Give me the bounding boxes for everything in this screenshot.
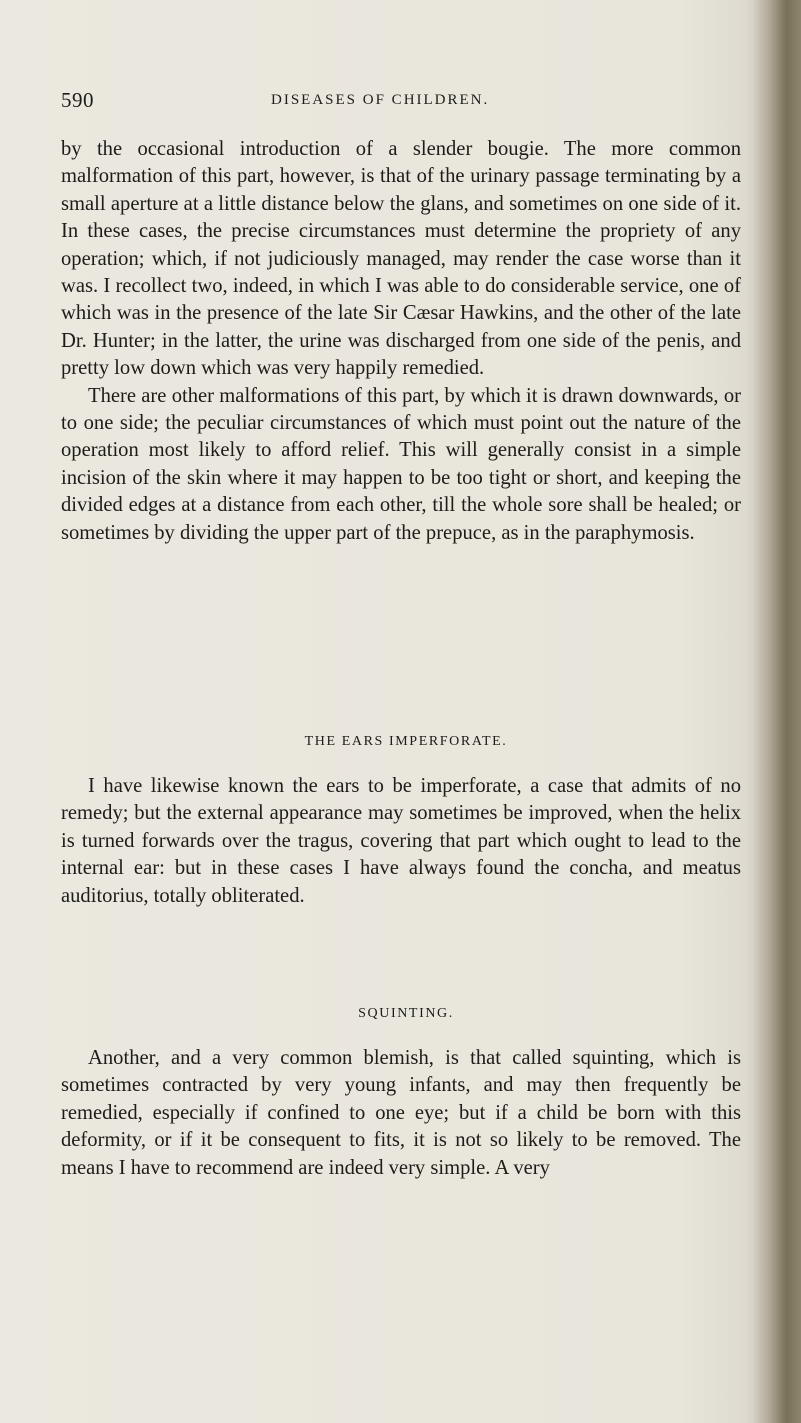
section-heading-ears: THE EARS IMPERFORATE. — [304, 734, 508, 749]
running-head: DISEASES OF CHILDREN. — [271, 92, 490, 108]
ears-text — [61, 773, 741, 910]
paragraph: Another, and a very common blemish, is that called squinting, which is sometimes contracted by very young infants, and may then frequently be remedied, especially if confined to one eye; but if a child be born with this deformity, or if it be consequent to fits, it is not so likely to be removed. The means I have to recommend are indeed very simple. A very — [61, 1047, 741, 1179]
paragraph: by the occasional introduction of a slender bougie. The more common malformation of this part, however, is that of the urinary passage terminating by a small aperture at a little distance below the glans, and sometimes on one side of it. In these cases, the precise circumstances must determine the propriety of any operation; which, if not judiciously managed, may render the case worse than it was. I recollect two, indeed, in which I was able to do considerable service, one of which was in the presence of the late Sir Cæsar Hawkins, and the other of the late Dr. Hunter; in the latter, the urine was discharged from one side of the penis, and pretty low down which was very happily remedied. — [61, 138, 741, 380]
page-binding-edge — [753, 0, 801, 1423]
continuation-text — [61, 136, 741, 547]
paragraph: There are other malformations of this part, by which it is drawn downwards, or to one side; the peculiar circumstances of which must point out the nature of the operation most likely to afford relief. This will generally consist in a simple incision of the skin where it may happen to be too tight or short, and keeping the divided edges at a distance from each other, till the whole sore shall be healed; or sometimes by dividing the upper part of the prepuce, as in the paraphymosis. — [61, 384, 741, 544]
page-header — [61, 88, 751, 118]
squinting-text — [61, 1045, 741, 1182]
page-number: 590 — [61, 88, 94, 112]
paragraph: I have likewise known the ears to be imperforate, a case that admits of no remedy; but the external appearance may sometimes be improved, when the helix is turned forwards over the tragus, covering that part which ought to lead to the internal ear: but in these cases I have always found the concha, and meatus auditorius, totally obliterated. — [61, 775, 741, 907]
section-heading-squinting: SQUINTING. — [358, 1006, 454, 1021]
